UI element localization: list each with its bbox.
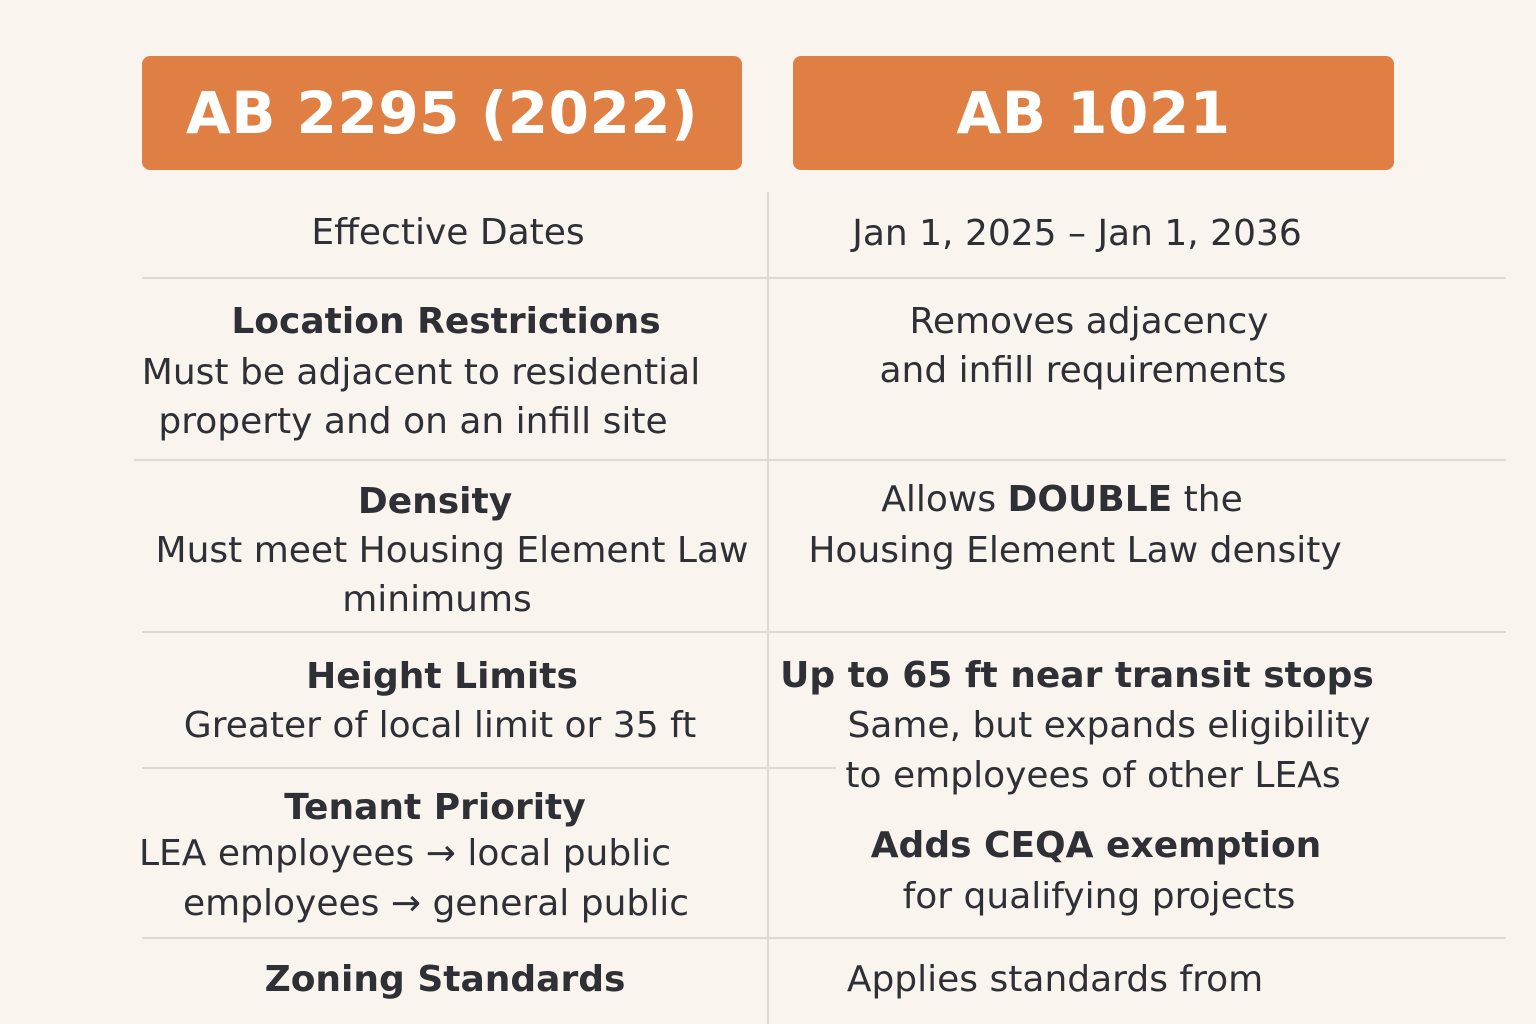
height-ab1021-line2: to employees of other LEAs	[845, 755, 1341, 796]
row-divider	[142, 937, 1506, 939]
density-title: Density	[357, 481, 513, 522]
density-ab1021-line2: Housing Element Law density	[808, 530, 1342, 571]
location-restrictions-line1: Must be adjacent to residential	[141, 352, 701, 393]
column-divider	[767, 192, 769, 1024]
density-line1: Must meet Housing Element Law	[155, 530, 749, 571]
density-line2: minimums	[342, 579, 532, 620]
location-ab1021-line1: Removes adjacency	[909, 301, 1269, 342]
density-emph: DOUBLE	[1007, 479, 1173, 520]
density-post: the	[1172, 479, 1243, 520]
ceqa-line1: for qualifying projects	[902, 876, 1296, 917]
density-ab1021-line1	[881, 475, 1243, 525]
row-divider	[142, 631, 1506, 633]
header-ab2295: AB 2295 (2022)	[142, 56, 742, 170]
row-divider	[142, 767, 836, 769]
tenant-priority-line2: employees → general public	[182, 883, 690, 924]
ceqa-title: Adds CEQA exemption	[870, 825, 1322, 866]
effective-dates-value: Jan 1, 2025 – Jan 1, 2036	[852, 213, 1302, 254]
location-restrictions-title: Location Restrictions	[231, 301, 661, 342]
location-ab1021-line2: and infill requirements	[879, 350, 1287, 391]
density-pre: Allows	[881, 479, 1008, 520]
height-ab1021-title: Up to 65 ft near transit stops	[780, 655, 1374, 696]
tenant-priority-title: Tenant Priority	[284, 787, 586, 828]
location-restrictions-line2: property and on an infill site	[158, 401, 668, 442]
height-limits-line1: Greater of local limit or 35 ft	[183, 705, 697, 746]
height-limits-title: Height Limits	[306, 656, 578, 697]
height-ab1021-line1: Same, but expands eligibility	[847, 705, 1371, 746]
header-ab1021: AB 1021	[793, 56, 1394, 170]
effective-dates-title: Effective Dates	[311, 212, 585, 253]
row-divider	[142, 277, 1506, 279]
tenant-priority-line1: LEA employees → local public	[138, 833, 672, 874]
zoning-standards-title: Zoning Standards	[264, 959, 626, 1000]
row-divider	[134, 459, 1506, 461]
zoning-ab1021-line1: Applies standards from	[846, 959, 1264, 1000]
